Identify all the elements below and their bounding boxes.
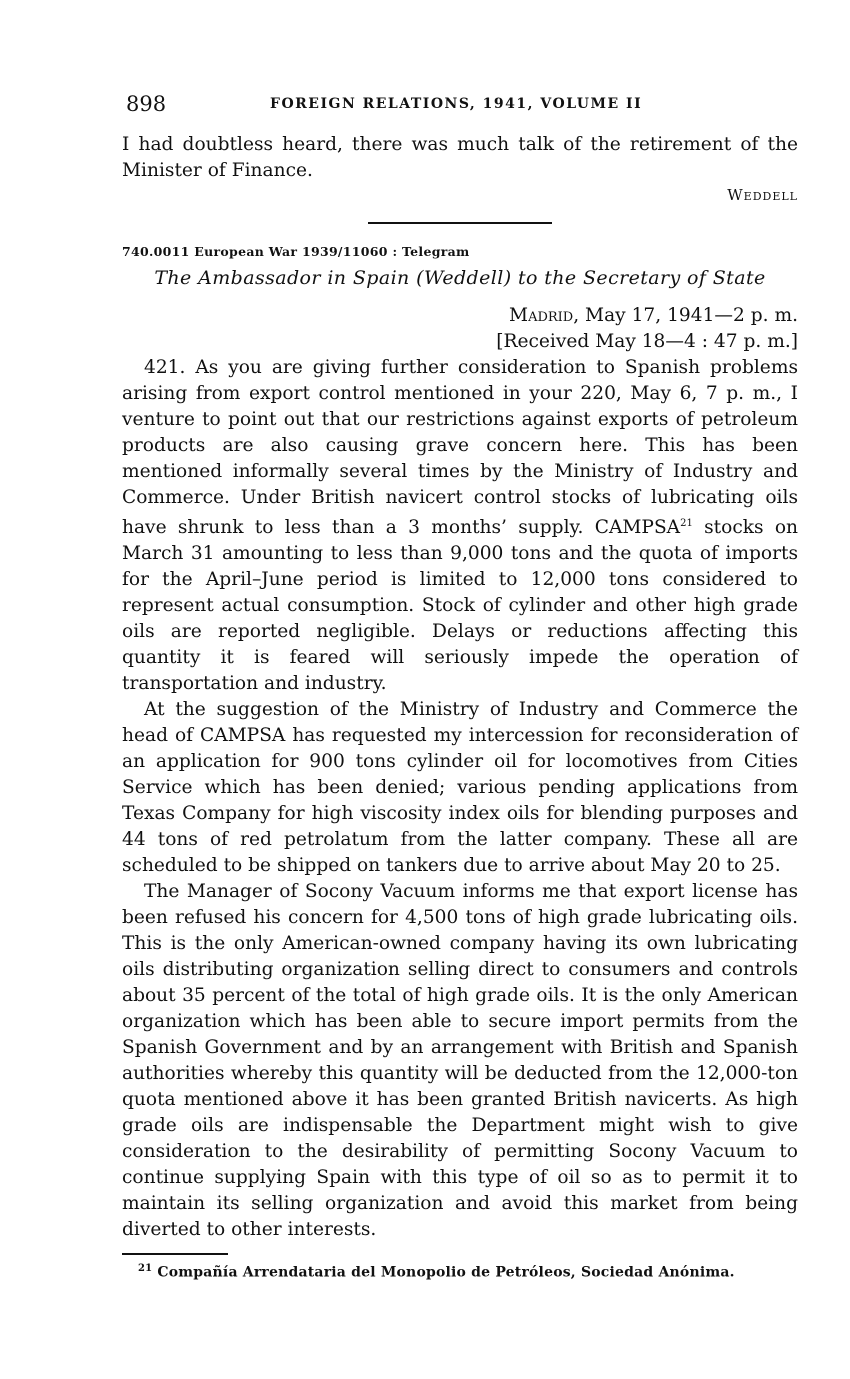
page-number: 898 xyxy=(126,92,167,116)
paragraph-1-part-a: 421. As you are giving further consideration to Spanish problems arising from export control mentioned in your 220, May 6, 7 p. m., I venture to point out that our restrictions against exports of petroleum products are also causing grave concern here. This has been mentioned informally several times by the Ministry of Industry and Commerce. Under British navicert control stocks of lubricating oils have shrunk to less than a 3 months’ supply. CAMPSA xyxy=(122,357,798,539)
paragraph-2: At the suggestion of the Ministry of Industry and Commerce the head of CAMPSA has requested my intercession for reconsideration of an application for 900 tons cylinder oil for locomotives from Cities Service which has been denied; various pending applications from Texas Company for high viscosity index oils for blending purposes and 44 tons of red petrolatum from the latter company. These all are scheduled to be shipped on tankers due to arrive about May 20 to 25. xyxy=(122,699,798,877)
section-divider xyxy=(368,222,552,224)
dateline-place: Madrid xyxy=(509,305,574,326)
paragraph-1-part-b: stocks on March 31 amounting to less than 9,000 tons and the quota of imports for the April–June period is limited to 12,000 tons considered to represent actual consumption. Stock of cylinder and other high grade oils are reported negligible. Delays or reductions affecting this quantity it is feared will seriously impede the operation of transportation and industry. xyxy=(122,517,799,695)
document-title: The Ambassador in Spain (Weddell) to the Secretary of State xyxy=(154,267,766,289)
footnote-text: Compañía Arrendataria del Monopolio de Petróleos, Sociedad Anónima. xyxy=(152,1264,735,1281)
footnote-reference: 21 xyxy=(680,518,693,529)
footnote-marker: 21 xyxy=(138,1263,153,1275)
continuation-paragraph: I had doubtless heard, there was much talk of the retirement of the Minister of Finance. xyxy=(122,134,798,181)
footnote-divider xyxy=(122,1253,228,1255)
paragraph-1 xyxy=(122,355,798,697)
dateline xyxy=(122,303,798,355)
running-title: FOREIGN RELATIONS, 1941, VOLUME II xyxy=(270,96,643,112)
document-page xyxy=(122,92,798,1281)
footnote xyxy=(122,1263,798,1281)
page-header xyxy=(122,92,798,126)
received-line: [Received May 18—4 : 47 p. m.] xyxy=(496,331,798,352)
dateline-date: , May 17, 1941—2 p. m. xyxy=(573,305,798,326)
signature: Weddell xyxy=(727,186,798,204)
file-reference: 740.0011 European War 1939/11060 : Telegram xyxy=(122,244,470,259)
paragraph-3: The Manager of Socony Vacuum informs me that export license has been refused his concern for 4,500 tons of high grade lubricating oils. This is the only American-owned company having its own lubricating oils distributing organization selling direct to consumers and controls about 35 percent of the total of high grade oils. It is the only American organization which has been able to secure import permits from the Spanish Government and by an arrangement with British and Spanish authorities whereby this quantity will be deducted from the 12,000-ton quota mentioned above it has been granted British navicerts. As high grade oils are indispensable the Department might wish to give consideration to the desirability of permitting Socony Vacuum to continue supplying Spain with this type of oil so as to permit it to maintain its selling organization and avoid this market from being diverted to other interests. xyxy=(122,881,798,1241)
